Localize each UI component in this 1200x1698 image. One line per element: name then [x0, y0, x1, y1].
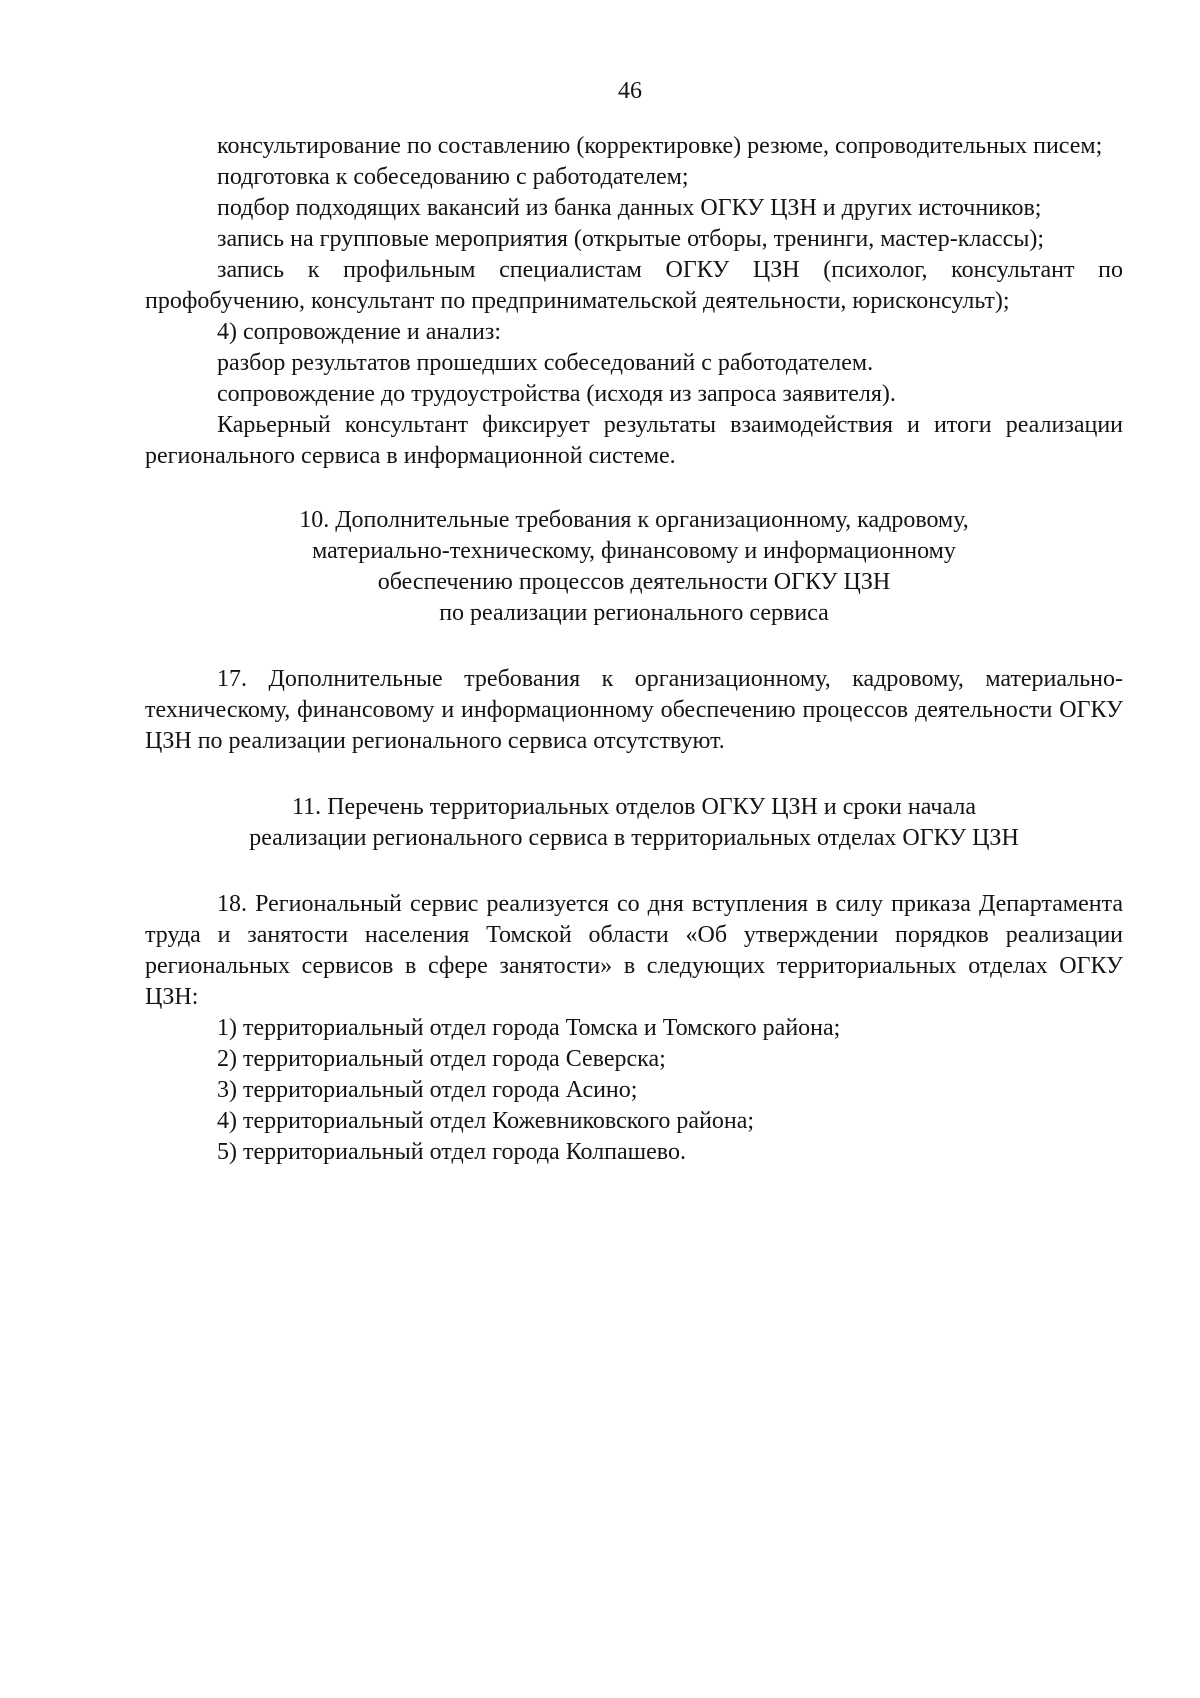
- paragraph-18: 18. Региональный сервис реализуется со дня вступления в силу приказа Департамента труда и занятости населения Томской области «Об утверждении порядков реализации региональных сервисов в сфере занятости» в следующих территориальных отделах ОГКУ ЦЗН:: [145, 891, 1123, 1010]
- list-item-kozhevnikovo: 4) территориальный отдел Кожевниковского района;: [217, 1108, 755, 1134]
- section-heading-11-line: 11. Перечень территориальных отделов ОГКУ ЦЗН и сроки начала: [292, 794, 976, 820]
- document-body: [145, 131, 1123, 1168]
- paragraph-support-analysis: 4) сопровождение и анализ:: [217, 319, 502, 345]
- paragraph-specialists: запись к профильным специалистам ОГКУ ЦЗН (психолог, консультант по профобучению, консультант по предпринимательской деятельности, юрисконсульт);: [145, 257, 1123, 314]
- section-heading-10-line: обеспечению процессов деятельности ОГКУ ЦЗН: [377, 569, 891, 595]
- paragraph-group-events: запись на групповые мероприятия (открытые отборы, тренинги, мастер-классы);: [217, 226, 1045, 252]
- section-heading-10: [145, 505, 1123, 629]
- page-number: 46: [618, 78, 642, 104]
- list-item-asino: 3) территориальный отдел города Асино;: [217, 1077, 638, 1103]
- paragraph-vacancy-selection: подбор подходящих вакансий из банка данных ОГКУ ЦЗН и других источников;: [217, 195, 1042, 221]
- section-heading-10-line: по реализации регионального сервиса: [439, 600, 829, 626]
- list-item-kolpashevo: 5) территориальный отдел города Колпашево.: [217, 1139, 686, 1165]
- paragraph-interview-prep: подготовка к собеседованию с работодателем;: [217, 164, 689, 190]
- paragraph-17: 17. Дополнительные требования к организационному, кадровому, материально-техническому, финансовому и информационному обеспечению процессов деятельности ОГКУ ЦЗН по реализации регионального сервиса отсутствуют.: [145, 666, 1123, 754]
- list-item-seversk: 2) территориальный отдел города Северска;: [217, 1046, 666, 1072]
- section-heading-11: [145, 792, 1123, 854]
- section-heading-10-line: 10. Дополнительные требования к организационному, кадровому,: [299, 507, 969, 533]
- paragraph-career-consultant: Карьерный консультант фиксирует результаты взаимодействия и итоги реализации регионального сервиса в информационной системе.: [145, 412, 1123, 469]
- paragraph-interview-review: разбор результатов прошедших собеседований с работодателем.: [217, 350, 874, 376]
- list-item-tomsk: 1) территориальный отдел города Томска и Томского района;: [217, 1015, 841, 1041]
- section-heading-11-line: реализации регионального сервиса в территориальных отделах ОГКУ ЦЗН: [249, 825, 1019, 851]
- section-heading-10-line: материально-техническому, финансовому и информационному: [312, 538, 956, 564]
- paragraph-employment-support: сопровождение до трудоустройства (исходя из запроса заявителя).: [217, 381, 896, 407]
- paragraph-resume-consulting: консультирование по составлению (корректировке) резюме, сопроводительных писем;: [217, 133, 1103, 159]
